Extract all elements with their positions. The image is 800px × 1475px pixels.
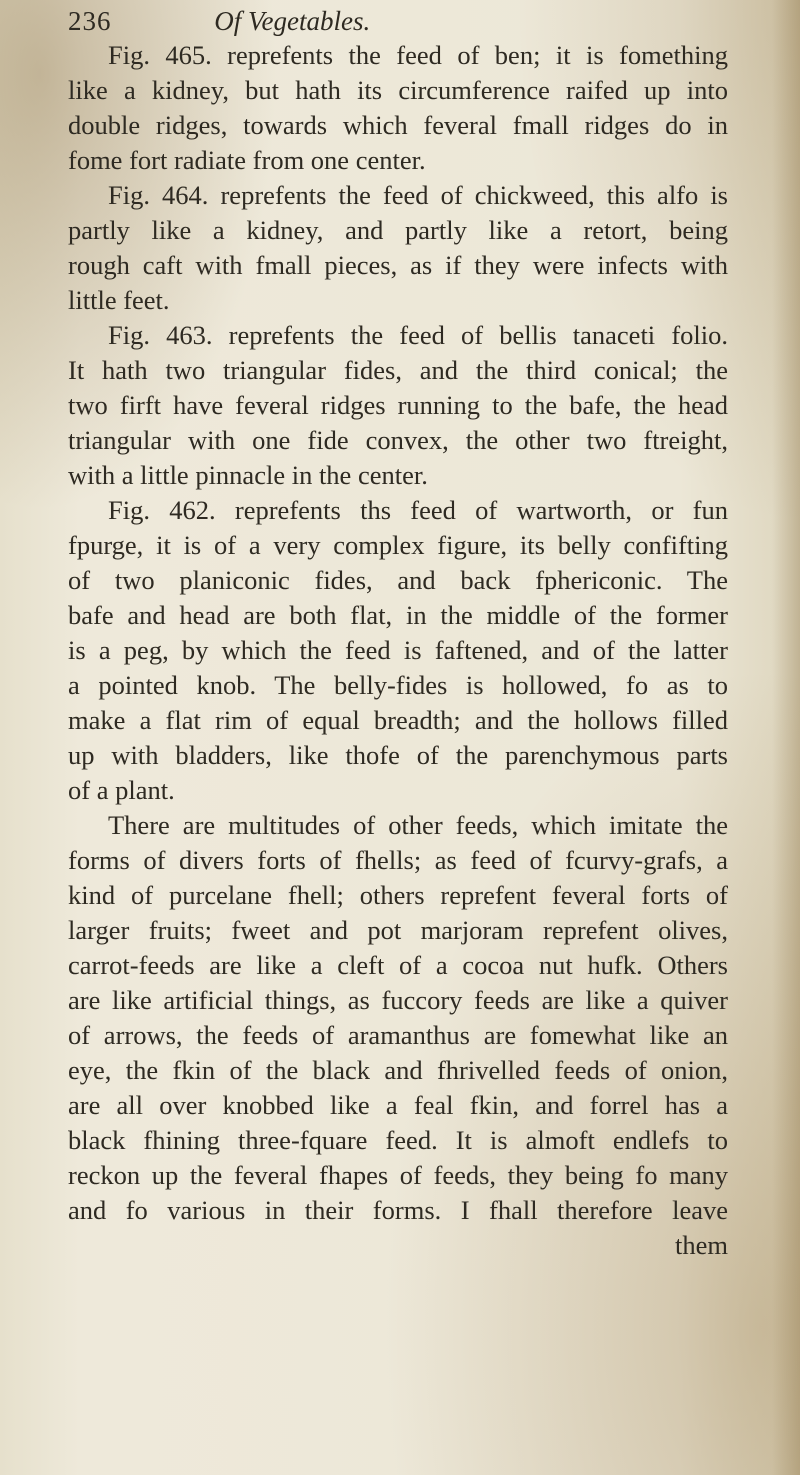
text-line: bafe and head are both flat, in the middle of the former: [68, 600, 728, 630]
text-line: fome fort radiate from one center.: [68, 145, 426, 175]
text-line: triangular with one fide convex, the other two ftreight,: [68, 425, 728, 455]
text-line: Fig. 464. reprefents the feed of chickweed, this alfo is: [108, 180, 728, 210]
page-number: 236: [68, 6, 112, 36]
text-line: It hath two triangular fides, and the third conical; the: [68, 355, 728, 385]
text-line: fpurge, it is of a very complex figure, its belly confifting: [68, 530, 728, 560]
text-line: a pointed knob. The belly-fides is hollowed, fo as to: [68, 670, 728, 700]
text-line: of a plant.: [68, 775, 175, 805]
catchword: them: [675, 1230, 728, 1260]
page-edge-shadow: [772, 0, 800, 1475]
text-line: reckon up the feveral fhapes of feeds, they being fo many: [68, 1160, 728, 1190]
text-line: like a kidney, but hath its circumference raifed up into: [68, 75, 728, 105]
text-line: larger fruits; fweet and pot marjoram reprefent olives,: [68, 915, 728, 945]
text-line: There are multitudes of other feeds, which imitate the: [108, 810, 728, 840]
text-line: of arrows, the feeds of aramanthus are fomewhat like an: [68, 1020, 728, 1050]
text-line: little feet.: [68, 285, 170, 315]
text-line: and fo various in their forms. I fhall therefore leave: [68, 1195, 728, 1225]
text-line: two firft have feveral ridges running to the bafe, the head: [68, 390, 728, 420]
text-line: black fhining three-fquare feed. It is almoft endlefs to: [68, 1125, 728, 1155]
text-line: Fig. 463. reprefents the feed of bellis tanaceti folio.: [108, 320, 728, 350]
text-line: are all over knobbed like a feal fkin, and forrel has a: [68, 1090, 728, 1120]
text-line: Fig. 465. reprefents the feed of ben; it is fomething: [108, 40, 728, 70]
text-line: is a peg, by which the feed is faftened, and of the latter: [68, 635, 728, 665]
text-line: Fig. 462. reprefents ths feed of wartworth, or fun: [108, 495, 728, 525]
running-title: Of Vegetables.: [214, 6, 371, 36]
text-line: make a flat rim of equal breadth; and the hollows filled: [68, 705, 728, 735]
running-head: [68, 6, 370, 37]
text-line: are like artificial things, as fuccory feeds are like a quiver: [68, 985, 728, 1015]
text-line: rough caft with fmall pieces, as if they were infects with: [68, 250, 728, 280]
text-line: double ridges, towards which feveral fmall ridges do in: [68, 110, 728, 140]
text-line: forms of divers forts of fhells; as feed of fcurvy-grafs, a: [68, 845, 728, 875]
text-line: carrot-feeds are like a cleft of a cocoa nut hufk. Others: [68, 950, 728, 980]
text-line: of two planiconic fides, and back fphericonic. The: [68, 565, 728, 595]
text-line: with a little pinnacle in the center.: [68, 460, 428, 490]
text-line: up with bladders, like thofe of the parenchymous parts: [68, 740, 728, 770]
text-line: partly like a kidney, and partly like a retort, being: [68, 215, 728, 245]
text-line: eye, the fkin of the black and fhrivelled feeds of onion,: [68, 1055, 728, 1085]
text-line: kind of purcelane fhell; others reprefent feveral forts of: [68, 880, 728, 910]
